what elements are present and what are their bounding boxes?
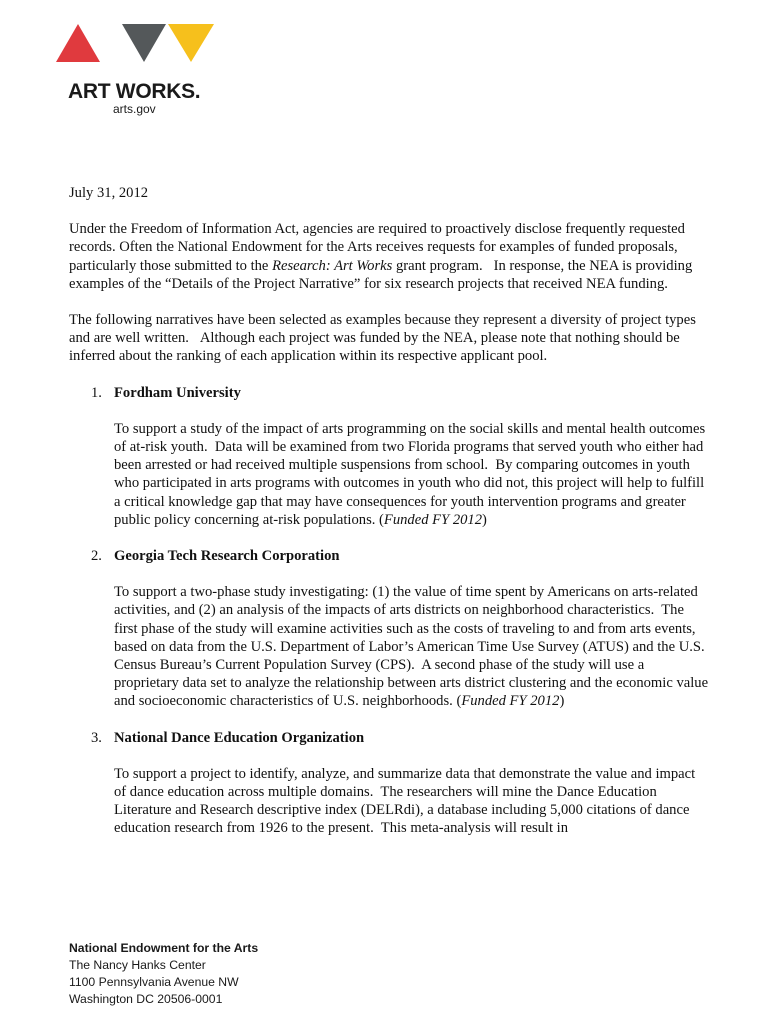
intro-paragraph: Under the Freedom of Information Act, agencies are required to proactively disclose frequently requested records. Often the National Endowment for the Arts receives requests for examples of funded proposals, particularly those submitted to the Research: Art Works grant program. In response, the NEA is providing examples of the “Details of the Project Narrative” for six research projects that received NEA funding. — [69, 221, 693, 292]
item-number: 1. — [91, 384, 102, 401]
letter-date: July 31, 2012 — [69, 185, 149, 201]
project-description: To support a project to identify, analyze, and summarize data that demonstrate the value and impact of dance education across multiple domains. The researchers will mine the Dance Education Literature and Research descriptive index (DELRdi), a database including 5,000 citations of dance education research from 1926 to the present. This meta-analysis will result in — [114, 765, 696, 837]
program-name: Research: Art Works — [272, 257, 393, 274]
footer-org: National Endowment for the Arts — [69, 941, 259, 955]
project-title: National Dance Education Organization — [114, 729, 365, 746]
logo-wordmark: ART WORKS. — [68, 80, 201, 103]
funded-note: Funded FY 2012 — [383, 511, 483, 528]
gray-triangle-down — [122, 24, 166, 62]
footer-address — [69, 940, 258, 1008]
footer-line: The Nancy Hanks Center — [69, 958, 206, 972]
project-item — [69, 729, 709, 838]
item-number: 3. — [91, 729, 102, 746]
footer-line: Washington DC 20506-0001 — [69, 992, 223, 1006]
footer-line: 1100 Pennsylvania Avenue NW — [69, 975, 239, 989]
selection-paragraph: The following narratives have been selected as examples because they represent a diversity of project types and are well written. Although each project was funded by the NEA, please note that nothing should be inferred about the ranking of each application within its respective applicant pool. — [69, 312, 696, 365]
project-description: To support a study of the impact of arts programming on the social skills and mental health outcomes of at-risk youth. Data will be examined from two Florida programs that served youth who either had been arrested or had received multiple suspensions from school. By comparing outcomes in youth who participated in arts programs with outcomes in youth who did not, this project will help to fulfill a critical knowledge gap that may have consequences for youth intervention programs and greater public policy concerning at-risk populations. (Funded FY 2012) — [114, 420, 706, 528]
project-description: To support a two-phase study investigating: (1) the value of time spent by Americans on arts-related activities, and (2) an analysis of the impacts of arts districts on neighborhood characteristics. The first phase of the study will examine activities such as the costs of traveling to and from arts events, based on data from the U.S. Department of Labor’s American Time Use Survey (ATUS) and the U.S. Census Bureau’s Current Population Survey (CPS). A second phase of the study will use a proprietary data set to analyze the relationship between arts district clustering and the economic value and socioeconomic characteristics of U.S. neighborhoods. (Funded FY 2012) — [114, 584, 709, 710]
item-number: 2. — [91, 548, 102, 565]
project-title: Fordham University — [114, 384, 241, 401]
letter-body — [69, 184, 709, 856]
yellow-triangle-down — [168, 24, 214, 62]
logo-url: arts.gov — [113, 102, 156, 116]
funded-note: Funded FY 2012 — [461, 693, 560, 710]
red-triangle-up — [56, 24, 100, 62]
project-item — [69, 547, 709, 711]
project-list — [69, 384, 709, 838]
project-title: Georgia Tech Research Corporation — [114, 548, 340, 565]
project-item — [69, 384, 709, 529]
